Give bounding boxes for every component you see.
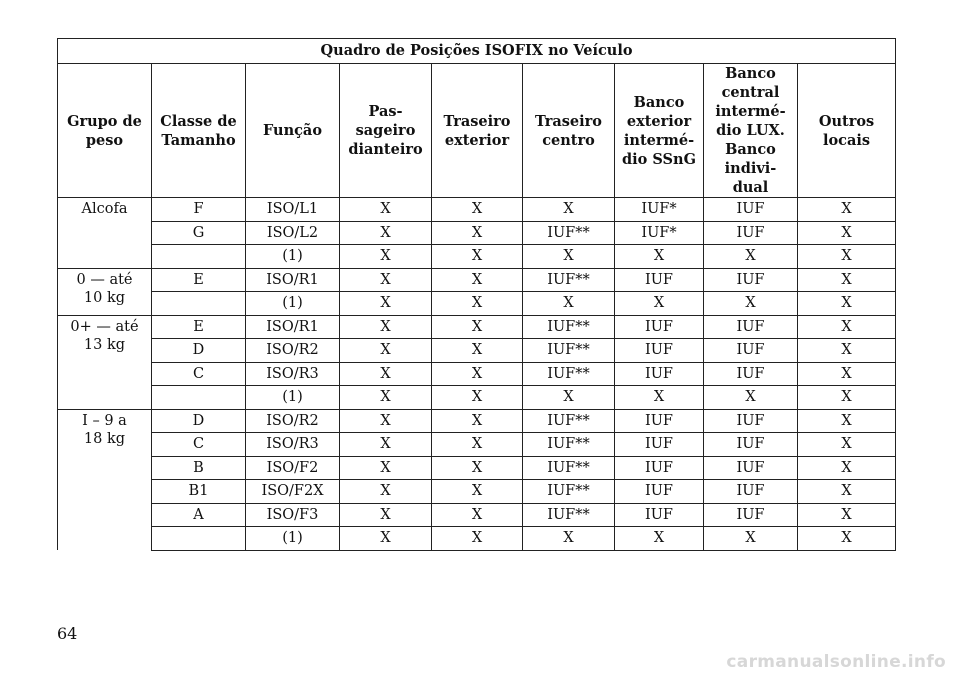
table-cell: X — [523, 386, 615, 410]
table-cell: X — [432, 362, 523, 386]
table-cell: X — [340, 245, 432, 269]
table-cell — [152, 245, 246, 269]
table-row — [58, 339, 896, 363]
table-cell: IUF — [615, 480, 704, 504]
weight-group-cell: I – 9 a 18 kg — [58, 409, 152, 550]
weight-group-cell: 0 — até 10 kg — [58, 268, 152, 315]
table-cell: IUF — [615, 339, 704, 363]
table-cell: X — [432, 198, 523, 222]
table-cell: X — [432, 221, 523, 245]
table-cell — [152, 386, 246, 410]
header-funcao: Função — [246, 64, 340, 198]
table-cell: (1) — [246, 245, 340, 269]
table-cell: (1) — [246, 527, 340, 551]
table-cell: X — [704, 386, 798, 410]
table-cell: IUF** — [523, 480, 615, 504]
table-cell: IUF — [615, 503, 704, 527]
table-cell: B — [152, 456, 246, 480]
table-row — [58, 386, 896, 410]
table-cell: IUF — [615, 268, 704, 292]
page-number: 64 — [57, 624, 78, 643]
table-cell: X — [432, 456, 523, 480]
table-cell: X — [432, 433, 523, 457]
table-cell: X — [798, 268, 896, 292]
table-cell: X — [340, 456, 432, 480]
table-cell: X — [340, 198, 432, 222]
table-row — [58, 221, 896, 245]
table-cell: ISO/L2 — [246, 221, 340, 245]
table-cell: F — [152, 198, 246, 222]
table-cell: X — [432, 527, 523, 551]
table-cell: X — [340, 433, 432, 457]
table-cell: IUF — [615, 362, 704, 386]
table-cell: X — [615, 527, 704, 551]
table-cell: (1) — [246, 292, 340, 316]
header-passageiro-dianteiro: Pas- sageiro dianteiro — [340, 64, 432, 198]
table-cell: ISO/R3 — [246, 362, 340, 386]
header-banco-central-intermedio: Banco central intermé- dio LUX. Banco indivi- dual — [704, 64, 798, 198]
table-cell: (1) — [246, 386, 340, 410]
table-cell: IUF** — [523, 268, 615, 292]
table-cell — [152, 292, 246, 316]
table-cell: X — [340, 315, 432, 339]
table-row — [58, 198, 896, 222]
table-cell: IUF — [704, 198, 798, 222]
table-cell: X — [798, 480, 896, 504]
table-cell: X — [340, 292, 432, 316]
table-cell: X — [798, 198, 896, 222]
table-row — [58, 292, 896, 316]
table-cell: X — [798, 503, 896, 527]
table-cell: X — [798, 292, 896, 316]
table-cell: X — [704, 292, 798, 316]
table-cell: ISO/R2 — [246, 409, 340, 433]
table-cell: ISO/R1 — [246, 268, 340, 292]
table-cell: X — [798, 386, 896, 410]
table-cell: C — [152, 362, 246, 386]
header-grupo-de-peso: Grupo de peso — [58, 64, 152, 198]
table-cell: X — [432, 315, 523, 339]
table-cell: IUF** — [523, 503, 615, 527]
table-cell: X — [432, 268, 523, 292]
table-cell: X — [340, 221, 432, 245]
table-cell: IUF — [704, 362, 798, 386]
table-cell: ISO/R3 — [246, 433, 340, 457]
table-row — [58, 409, 896, 433]
table-cell: IUF** — [523, 362, 615, 386]
table-cell: X — [523, 292, 615, 316]
table-cell: IUF — [704, 456, 798, 480]
table-cell: X — [798, 433, 896, 457]
header-traseiro-centro: Traseiro centro — [523, 64, 615, 198]
table-cell: X — [523, 245, 615, 269]
table-cell: IUF — [615, 315, 704, 339]
table-cell: X — [798, 362, 896, 386]
table-cell: IUF — [615, 456, 704, 480]
table-cell: IUF* — [615, 198, 704, 222]
table-cell — [152, 527, 246, 551]
table-row — [58, 480, 896, 504]
table-cell: X — [340, 527, 432, 551]
table-row — [58, 433, 896, 457]
table-cell: B1 — [152, 480, 246, 504]
table-cell: X — [798, 409, 896, 433]
table-cell: IUF* — [615, 221, 704, 245]
table-cell: IUF** — [523, 339, 615, 363]
table-cell: IUF — [704, 315, 798, 339]
table-row — [58, 503, 896, 527]
table-cell: X — [340, 503, 432, 527]
table-cell: X — [432, 503, 523, 527]
table-cell: X — [798, 245, 896, 269]
table-cell: X — [432, 339, 523, 363]
header-outros-locais: Outros locais — [798, 64, 896, 198]
table-cell: ISO/L1 — [246, 198, 340, 222]
table-cell: X — [523, 527, 615, 551]
table-cell: X — [615, 292, 704, 316]
table-cell: X — [432, 245, 523, 269]
table-row — [58, 245, 896, 269]
watermark-logo: carmanualsonline.info — [726, 652, 946, 672]
table-cell: IUF** — [523, 433, 615, 457]
table-cell: IUF — [704, 221, 798, 245]
table-cell: E — [152, 315, 246, 339]
table-cell: ISO/F3 — [246, 503, 340, 527]
table-cell: IUF — [704, 503, 798, 527]
table-cell: X — [615, 245, 704, 269]
table-cell: A — [152, 503, 246, 527]
table-cell: D — [152, 409, 246, 433]
table-cell: X — [704, 527, 798, 551]
table-cell: IUF — [704, 409, 798, 433]
table-cell: IUF** — [523, 456, 615, 480]
table-body — [58, 198, 896, 551]
table-cell: X — [340, 386, 432, 410]
table-row — [58, 268, 896, 292]
table-cell: G — [152, 221, 246, 245]
table-cell: C — [152, 433, 246, 457]
table-cell: ISO/R2 — [246, 339, 340, 363]
table-row — [58, 456, 896, 480]
table-cell: X — [432, 480, 523, 504]
table-cell: X — [432, 386, 523, 410]
table-cell: IUF — [615, 433, 704, 457]
weight-group-cell: Alcofa — [58, 198, 152, 269]
table-cell: X — [615, 386, 704, 410]
table-cell: X — [340, 409, 432, 433]
table-cell: X — [798, 456, 896, 480]
header-classe-de-tamanho: Classe de Tamanho — [152, 64, 246, 198]
table-cell: IUF** — [523, 409, 615, 433]
table-cell: X — [432, 409, 523, 433]
table-row — [58, 362, 896, 386]
header-traseiro-exterior: Traseiro exterior — [432, 64, 523, 198]
table-cell: X — [432, 292, 523, 316]
table-cell: ISO/R1 — [246, 315, 340, 339]
table-cell: E — [152, 268, 246, 292]
table-cell: X — [798, 527, 896, 551]
table-cell: X — [340, 339, 432, 363]
table-cell: IUF — [704, 480, 798, 504]
table-cell: IUF** — [523, 221, 615, 245]
weight-group-cell: 0+ — até 13 kg — [58, 315, 152, 409]
table-cell: D — [152, 339, 246, 363]
table-cell: ISO/F2X — [246, 480, 340, 504]
table-cell: X — [340, 268, 432, 292]
table-cell: IUF — [615, 409, 704, 433]
table-cell: X — [523, 198, 615, 222]
table-cell: X — [704, 245, 798, 269]
isofix-positions-table — [57, 38, 896, 551]
table-cell: IUF** — [523, 315, 615, 339]
table-cell: X — [798, 315, 896, 339]
table-row — [58, 527, 896, 551]
table-cell: X — [340, 362, 432, 386]
header-banco-exterior-intermedio: Banco exterior intermé- dio SSnG — [615, 64, 704, 198]
table-cell: IUF — [704, 339, 798, 363]
table-cell: IUF — [704, 433, 798, 457]
table-cell: X — [340, 480, 432, 504]
table-cell: ISO/F2 — [246, 456, 340, 480]
table-cell: X — [798, 221, 896, 245]
table-cell: IUF — [704, 268, 798, 292]
table-row — [58, 315, 896, 339]
table-title: Quadro de Posições ISOFIX no Veículo — [58, 39, 896, 64]
table-cell: X — [798, 339, 896, 363]
